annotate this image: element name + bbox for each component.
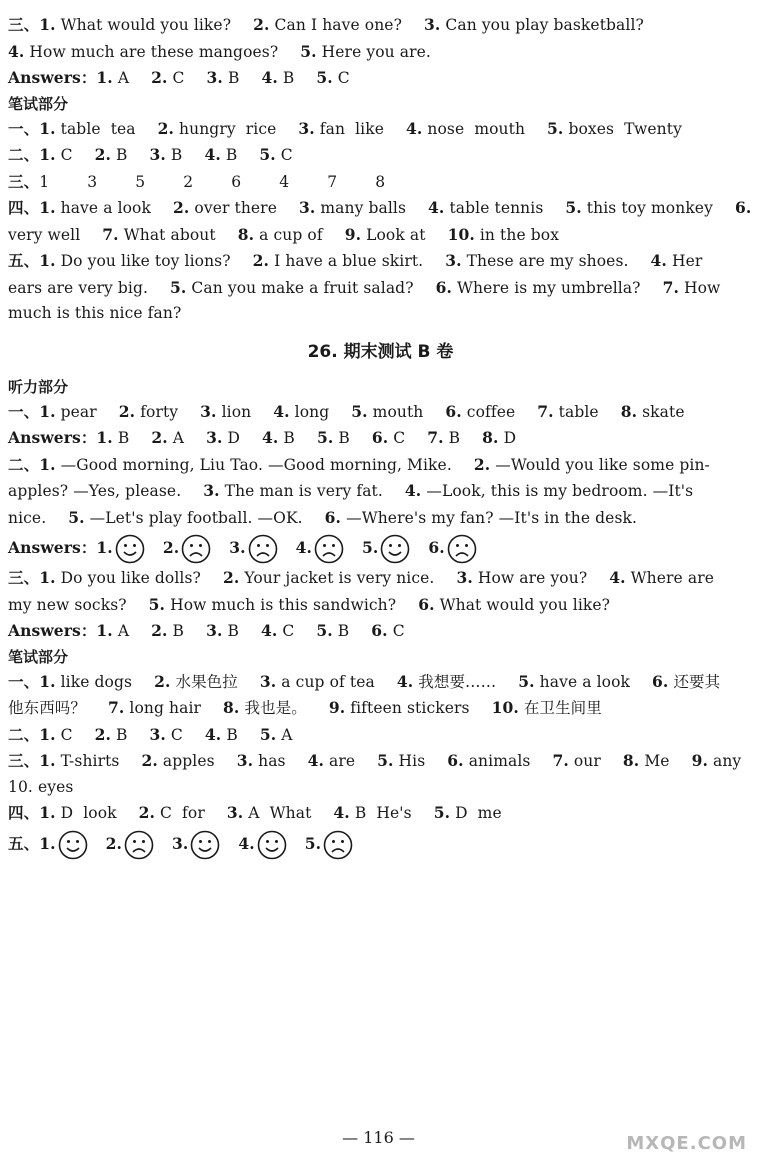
face-answers-1: 1. 2. 3. 4. 5. 6. xyxy=(96,539,494,557)
listening-san-answers: Answers：1. A 2. B 3. B 4. C 5. B 6. C xyxy=(8,621,405,640)
answer-item: 2. B xyxy=(94,724,128,744)
answer-item: 4. B He's xyxy=(333,803,412,822)
answer-item: 2. forty xyxy=(118,401,179,421)
listening-er: 二、1. —Good morning, Liu Tao. —Good morning, Mike. 2. —Would you like some pin- xyxy=(8,454,710,474)
answer-item: 5. mouth xyxy=(351,401,424,421)
sad-face-icon xyxy=(181,534,211,564)
answer-item: 4. long xyxy=(273,401,330,421)
happy-face-icon xyxy=(115,534,145,564)
answer-item: 3. B xyxy=(206,68,240,87)
listening-yi-answers: Answers：1. B 2. A 3. D 4. B 5. B 6. C 7. B 8. D xyxy=(8,428,517,447)
answer-item: 5. —Let's play football. —OK. xyxy=(68,507,303,527)
answer-item: 3. These are my shoes. xyxy=(445,251,629,270)
answer-item: 6. C xyxy=(371,621,405,640)
answer-item: 3. many balls xyxy=(298,198,407,217)
answer-item: 1. like dogs xyxy=(39,671,133,691)
answer-item: 6. —Where's my fan? —It's in the desk. xyxy=(324,507,638,527)
listening-er-3 xyxy=(8,505,753,532)
answer-item: 3. lion xyxy=(200,401,252,421)
answer-item: 9. fifteen stickers xyxy=(328,698,470,717)
written1-wu-2 xyxy=(8,275,753,302)
answer-item: 1. pear xyxy=(39,401,97,421)
answer-item: 3. How are you? xyxy=(456,568,588,587)
answer-item: 2. B xyxy=(94,145,128,164)
listening-yi: 一、1. pear 2. forty 3. lion 4. long 5. mouth 6. coffee 7. table 8. skate xyxy=(8,401,685,421)
answer-item: 6. Where is my umbrella? xyxy=(435,277,641,297)
answer-item: 5. C xyxy=(316,68,350,87)
happy-face-icon xyxy=(190,830,220,860)
answer-item: 2. —Would you like some pin- xyxy=(473,454,710,474)
answer-item: 8. Me xyxy=(622,751,670,770)
answer-item: 4. B xyxy=(261,68,295,87)
answer-item: 2. Your jacket is very nice. xyxy=(222,568,435,587)
answer-item: 4. Where are xyxy=(609,568,714,587)
answer-item: 8. 我也是。 xyxy=(223,698,307,717)
written1-si: 四、1. have a look 2. over there 3. many balls 4. table tennis 5. this toy monkey 6. xyxy=(8,198,752,217)
answer-item: 6. coffee xyxy=(445,401,516,421)
sad-face-icon xyxy=(323,830,353,860)
happy-face-icon xyxy=(257,830,287,860)
answer-item: 10. 在卫生间里 xyxy=(491,698,602,717)
sad-face-icon xyxy=(447,534,477,564)
answer-item: 3. B xyxy=(149,145,183,164)
written2-yi: 一、1. like dogs 2. 水果色拉 3. a cup of tea 4. 我想要…… 5. have a look 6. 还要其 xyxy=(8,671,721,691)
answer-item: 6. 还要其 xyxy=(652,671,721,691)
written1-wu: 五、1. Do you like toy lions? 2. I have a blue skirt. 3. These are my shoes. 4. Her xyxy=(8,251,703,270)
answer-item: 7. our xyxy=(552,751,601,770)
written2-san: 三、1. T-shirts 2. apples 3. has 4. are 5. His 6. animals 7. our 8. Me 9. any xyxy=(8,751,742,770)
answer-item: 8. D xyxy=(482,428,517,447)
answer-item: 3. B xyxy=(206,621,239,640)
answer-item: 8. skate xyxy=(620,401,685,421)
answer-item: 1. T-shirts xyxy=(39,751,120,770)
answer-item: 5. boxes Twenty xyxy=(547,118,682,138)
answer-page xyxy=(8,12,753,861)
listening-heading: 听力部分 xyxy=(8,377,69,396)
answer-item: 9. any xyxy=(691,751,742,770)
answer-item: 2. B xyxy=(151,621,185,640)
answer-item: 7. long hair xyxy=(108,698,202,717)
top-answers: Answers：1. A 2. C 3. B 4. B 5. C xyxy=(8,68,350,87)
answer-item: 9. Look at xyxy=(344,224,426,244)
answer-item: 2. I have a blue skirt. xyxy=(252,251,424,270)
answer-item: 2. A xyxy=(151,428,185,447)
top-san-line: 三、1. What would you like? 2. Can I have one? 3. Can you play basketball? xyxy=(8,15,644,34)
answer-item: 7. B xyxy=(427,428,461,447)
answer-item: ears are very big. xyxy=(8,278,149,297)
answer-item: 1. C xyxy=(39,145,73,164)
answer-item: 4. C xyxy=(260,621,295,640)
written2-wu: 五、1. 2. 3. 4. 5. xyxy=(8,827,753,861)
face-answers-2: 1. 2. 3. 4. 5. xyxy=(39,835,371,853)
answer-item: 4. Her xyxy=(650,251,703,270)
answer-item: 2. over there xyxy=(172,198,277,217)
answer-item: 4. nose mouth xyxy=(406,118,526,138)
answer-item: 1. —Good morning, Liu Tao. —Good morning, Mike. xyxy=(39,454,452,474)
answer-item: 5. D me xyxy=(433,803,502,822)
sad-face-icon xyxy=(314,534,344,564)
answer-item: 6. xyxy=(734,198,752,217)
happy-face-icon xyxy=(380,534,410,564)
answer-item: 7. What about xyxy=(102,224,216,244)
answer-item: 5. His xyxy=(377,751,426,770)
answer-item: 3. The man is very fat. xyxy=(203,481,383,500)
answer-item: 4. B xyxy=(204,724,238,744)
answer-item: 6. C xyxy=(371,428,406,447)
answer-item: 3. C xyxy=(149,724,183,744)
answer-item: 5. this toy monkey xyxy=(565,198,713,217)
written2-si: 四、1. D look 2. C for 3. A What 4. B He's 5. D me xyxy=(8,803,502,822)
answer-item: 3. D xyxy=(206,428,241,447)
answer-item: 5. How much is this sandwich? xyxy=(148,594,397,614)
answer-item: 5. B xyxy=(316,428,350,447)
listening-san: 三、1. Do you like dolls? 2. Your jacket is very nice. 3. How are you? 4. Where are xyxy=(8,568,714,587)
written1-si-2 xyxy=(8,222,753,249)
answer-item: 7. How xyxy=(662,277,721,297)
answer-item: 1. D look xyxy=(39,803,117,822)
answer-item: 他东西吗？ xyxy=(8,699,87,717)
answer-item: 6. animals xyxy=(447,751,531,770)
listening-er-2 xyxy=(8,478,753,505)
answer-item: nice. xyxy=(8,508,47,527)
answer-item: 1. have a look xyxy=(39,198,151,217)
answer-item: 5. Can you make a fruit salad? xyxy=(170,277,414,297)
written-heading-2: 笔试部分 xyxy=(8,647,69,666)
answer-item: my new socks? xyxy=(8,595,127,614)
answer-item: 5. B xyxy=(316,621,350,640)
watermark: MXQE.COM xyxy=(626,1133,747,1154)
answer-item: 3. A What xyxy=(226,803,312,822)
section-title: 26. 期末测试 B 卷 xyxy=(307,341,454,362)
answer-item: 3. a cup of tea xyxy=(259,671,375,691)
answer-item: 3. has xyxy=(236,751,286,770)
answer-item: very well xyxy=(8,225,81,244)
written2-san-2: 10. eyes xyxy=(8,777,74,796)
answer-item: 7. table xyxy=(537,401,599,421)
answer-item: 1. table tea xyxy=(39,118,136,138)
sad-face-icon xyxy=(124,830,154,860)
answer-item: 4. table tennis xyxy=(428,198,544,217)
answer-item: 1. C xyxy=(39,724,73,744)
answer-item: 1. B xyxy=(96,428,130,447)
listening-er-answers: Answers：1. 2. 3. 4. 5. 6. xyxy=(8,531,753,565)
answer-item: 8. a cup of xyxy=(237,224,323,244)
written1-san: 三、1 3 5 2 6 4 7 8 xyxy=(8,171,386,191)
answer-item: 4. —Look, this is my bedroom. —It's xyxy=(404,481,694,500)
answer-item: 6. What would you like? xyxy=(418,594,611,614)
answer-item: 4. B xyxy=(204,145,238,164)
answer-item: 5. A xyxy=(259,724,293,744)
written1-yi: 一、1. table tea 2. hungry rice 3. fan like 4. nose mouth 5. boxes Twenty xyxy=(8,118,682,138)
sad-face-icon xyxy=(248,534,278,564)
answer-item: 2. C for xyxy=(138,803,205,822)
answer-item: 2. apples xyxy=(141,751,215,770)
page-number: — 116 — xyxy=(342,1128,415,1147)
answer-item: 2. hungry rice xyxy=(157,118,277,138)
written-heading-1: 笔试部分 xyxy=(8,94,69,113)
answer-item: 10. in the box xyxy=(447,224,560,244)
answer-item: apples? —Yes, please. xyxy=(8,482,182,500)
answer-item: 5. C xyxy=(259,145,293,164)
written2-yi-2 xyxy=(8,695,753,722)
written1-er: 二、1. C 2. B 3. B 4. B 5. C xyxy=(8,145,293,164)
answer-item: 1. A xyxy=(96,621,130,640)
answer-item: 4. B xyxy=(262,428,295,447)
happy-face-icon xyxy=(58,830,88,860)
answer-item: 2. C xyxy=(151,68,185,87)
answer-item: 1. Do you like toy lions? xyxy=(39,251,231,270)
answer-item: 4. are xyxy=(307,751,356,770)
top-san-line-2: 4. How much are these mangoes? 5. Here you are. xyxy=(8,41,431,61)
answer-item: 3. fan like xyxy=(298,118,384,138)
answer-item: 5. have a look xyxy=(518,671,631,691)
answer-item: 1. A xyxy=(96,68,130,87)
written1-wu-3: much is this nice fan? xyxy=(8,304,182,322)
answer-item: 2. 水果色拉 xyxy=(154,671,238,691)
answer-item: 1. Do you like dolls? xyxy=(39,568,201,587)
listening-san-2 xyxy=(8,592,753,619)
written2-er: 二、1. C 2. B 3. C 4. B 5. A xyxy=(8,724,293,744)
answer-item: 4. 我想要…… xyxy=(396,671,497,691)
